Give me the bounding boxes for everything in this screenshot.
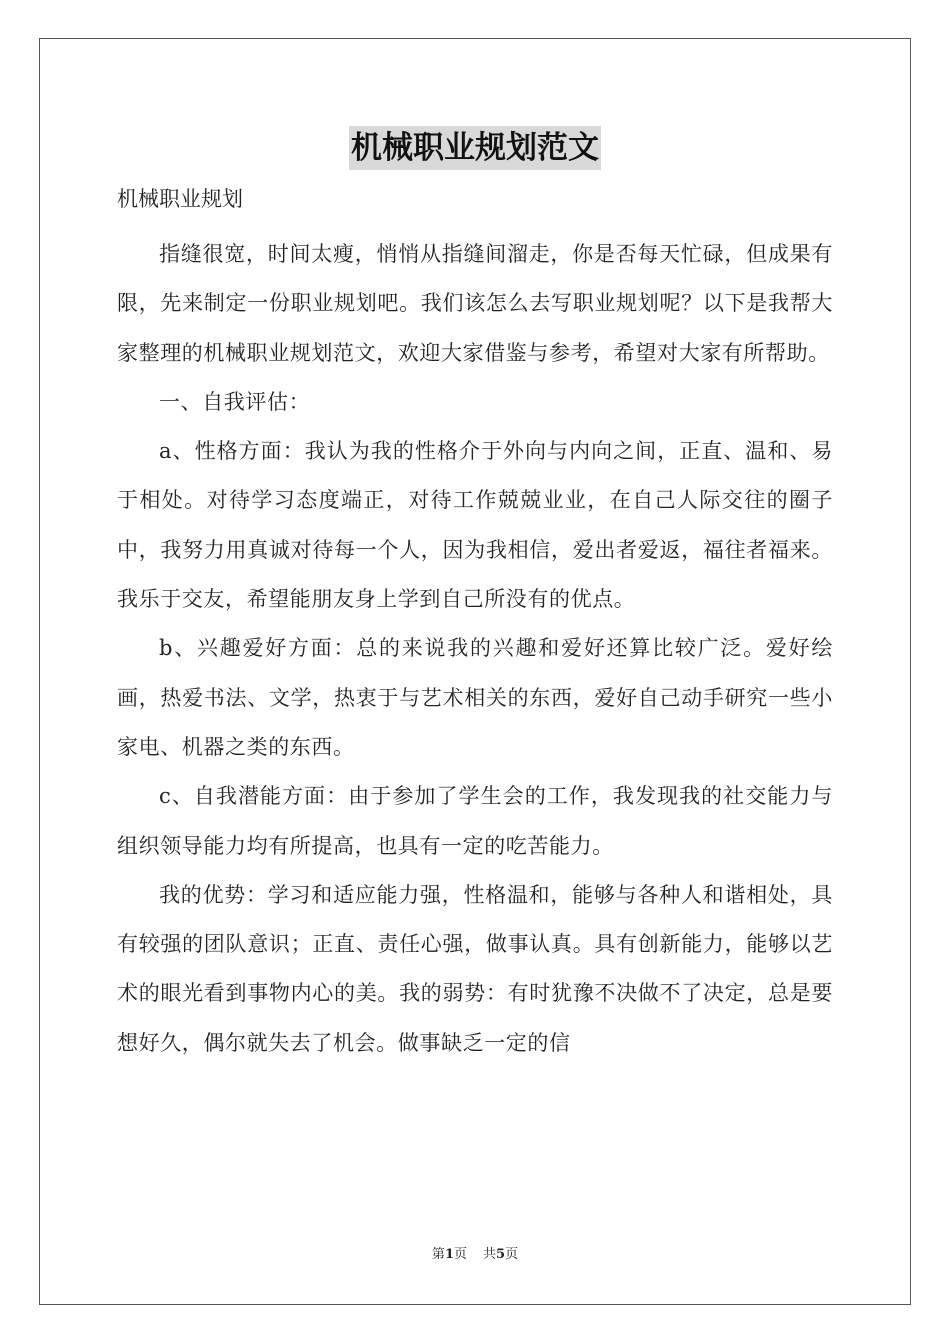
document-subtitle: 机械职业规划 <box>117 187 243 211</box>
paragraph-section-heading: 一、自我评估： <box>159 389 311 414</box>
total-prefix: 共 <box>483 1247 497 1262</box>
page-suffix: 页 <box>453 1247 467 1262</box>
document-title: 机械职业规划范文 <box>349 126 601 170</box>
page-total: 5 <box>496 1247 506 1262</box>
paragraph-strengths: 我的优势：学习和适应能力强，性格温和，能够与各种人和谐相处，具有较强的团队意识；正直、责任心强，做事认真。具有创新能力，能够以艺术的眼光看到事物内心的美。我的弱势：有时犹豫不决做不了决定，总是要想好久，偶尔就失去了机会。做事缺乏一定的信 <box>117 882 833 1055</box>
page-current: 1 <box>444 1247 454 1262</box>
title-container <box>0 126 950 170</box>
page-prefix: 第 <box>431 1247 445 1262</box>
document-body <box>117 230 833 1068</box>
paragraph-interests: b、兴趣爱好方面：总的来说我的兴趣和爱好还算比较广泛。爱好绘画，热爱书法、文学，热衷于与艺术相关的东西，爱好自己动手研究一些小家电、机器之类的东西。 <box>117 636 833 759</box>
page-footer <box>0 1246 950 1264</box>
paragraph-intro: 指缝很宽，时间太瘦，悄悄从指缝间溜走，你是否每天忙碌，但成果有限，先来制定一份职业规划吧。我们该怎么去写职业规划呢？以下是我帮大家整理的机械职业规划范文，欢迎大家借鉴与参考，希望对大家有所帮助。 <box>117 242 833 365</box>
paragraph-potential: c、自我潜能方面：由于参加了学生会的工作，我发现我的社交能力与组织领导能力均有所提高，也具有一定的吃苦能力。 <box>117 784 833 858</box>
paragraph-personality: a、性格方面：我认为我的性格介于外向与内向之间，正直、温和、易于相处。对待学习态度端正，对待工作兢兢业业，在自己人际交往的圈子中，我努力用真诚对待每一个人，因为我相信，爱出者爱返，福往者福来。我乐于交友，希望能朋友身上学到自己所没有的优点。 <box>117 439 833 612</box>
total-suffix: 页 <box>505 1247 519 1262</box>
